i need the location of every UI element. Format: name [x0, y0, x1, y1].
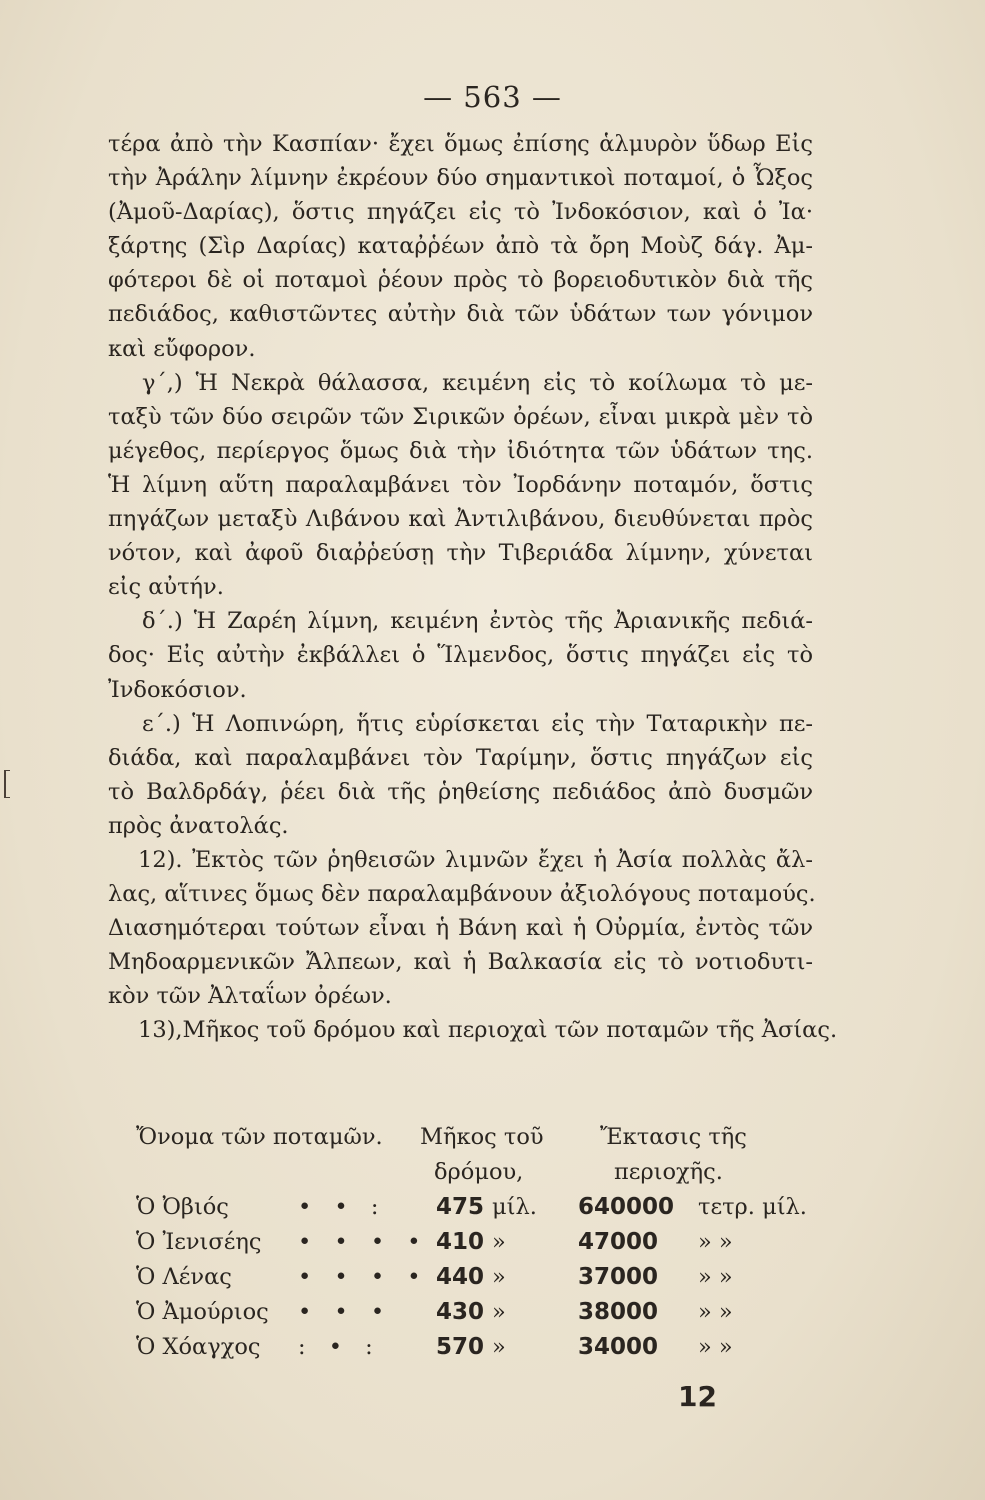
- length-unit: »: [492, 1264, 506, 1290]
- text-line: τέρα ἀπὸ τὴν Κασπίαν· ἔχει ὅμως ἐπίσης ἁλμυρὸν ὕδωρ Εἰς: [108, 131, 813, 157]
- text-line: πεδιάδος, καθιστῶντες αὐτὴν διὰ τῶν ὑδάτων των γόνιμον: [108, 301, 813, 328]
- table-header-row: [108, 1124, 828, 1159]
- leader-dots: • • • •: [298, 1229, 429, 1255]
- river-name: Ὁ Ὀβιός: [136, 1194, 229, 1220]
- length-unit: »: [492, 1334, 506, 1360]
- text-line: τὴν Ἀράλην λίμνην ἐκρέουν δύο σημαντικοὶ ποταμοί, ὁ Ὦξος: [108, 165, 813, 192]
- page-number: — 563 —: [423, 80, 562, 114]
- text-line: μέγεθος, περίεργος ὅμως διὰ τὴν ἰδιότητα τῶν ὑδάτων της.: [108, 437, 813, 464]
- river-length: 410: [436, 1229, 485, 1255]
- river-area: 47000: [578, 1229, 659, 1255]
- table-row: [108, 1334, 828, 1369]
- text-line: Διασημότεραι τούτων εἶναι ἡ Βάνη καὶ ἡ Οὐρμία, ἐντὸς τῶν: [108, 915, 813, 942]
- river-name: Ὁ Ἰενισέης: [136, 1229, 262, 1255]
- table-row: [108, 1264, 828, 1299]
- header-length-cont: δρόμου,: [434, 1159, 524, 1185]
- header-area: Ἔκτασις τῆς: [600, 1124, 747, 1150]
- text-line: εἰς αὐτήν.: [108, 574, 224, 601]
- river-area: 37000: [578, 1264, 659, 1290]
- river-name: Ὁ Λένας: [136, 1264, 232, 1290]
- area-unit: » »: [698, 1264, 733, 1290]
- signature-mark: 12: [678, 1380, 717, 1413]
- header-length: Μῆκος τοῦ: [420, 1124, 544, 1150]
- header-name: Ὄνομα τῶν ποταμῶν.: [136, 1124, 383, 1150]
- table-row: [108, 1194, 828, 1229]
- area-unit: τετρ. μίλ.: [698, 1194, 807, 1220]
- table-row: [108, 1229, 828, 1264]
- text-line: (Ἀμοῦ-Δαρίας), ὅστις πηγάζει εἰς τὸ Ἰνδοκόσιον, καὶ ὁ Ἰα·: [108, 199, 813, 226]
- river-name: Ὁ Ἀμούριος: [136, 1299, 269, 1325]
- text-line: κὸν τῶν Ἀλταΐων ὀρέων.: [108, 983, 392, 1010]
- length-unit: μίλ.: [492, 1194, 537, 1220]
- river-length: 475: [436, 1194, 485, 1220]
- rivers-table: [108, 1124, 828, 1369]
- text-line: ε΄.) Ἡ Λοπινώρη, ἥτις εὑρίσκεται εἰς τὴν Ταταρικὴν πε-: [142, 710, 813, 737]
- leader-dots: • • • •: [298, 1264, 429, 1290]
- text-line: Ἰνδοκόσιον.: [108, 676, 247, 703]
- text-line: τὸ Βαλδρδάγ, ῥέει διὰ τῆς ῥηθείσης πεδιάδος ἀπὸ δυσμῶν: [108, 778, 813, 805]
- river-length: 430: [436, 1299, 485, 1325]
- margin-bracket-mark: [4, 770, 10, 798]
- area-unit: » »: [698, 1299, 733, 1325]
- table-row: [108, 1299, 828, 1334]
- text-line: 12). Ἐκτὸς τῶν ῥηθεισῶν λιμνῶν ἔχει ἡ Ἀσία πολλὰς ἄλ-: [138, 846, 813, 873]
- text-line: 13),Μῆκος τοῦ δρόμου καὶ περιοχαὶ τῶν ποταμῶν τῆς Ἀσίας.: [138, 1017, 838, 1044]
- river-area: 34000: [578, 1334, 659, 1360]
- text-line: πηγάζων μεταξὺ Λιβάνου καὶ Ἀντιλιβάνου, διευθύνεται πρὸς: [108, 506, 813, 533]
- river-length: 440: [436, 1264, 485, 1290]
- length-unit: »: [492, 1229, 506, 1255]
- text-line: διάδα, καὶ παραλαμβάνει τὸν Ταρίμην, ὅστις πηγάζων εἰς: [108, 744, 813, 771]
- text-line: νότον, καὶ ἀφοῦ διαῤῥεύσῃ τὴν Τιβεριάδα λίμνην, χύνεται: [108, 540, 813, 567]
- text-line: Μηδοαρμενικῶν Ἄλπεων, καὶ ἡ Βαλκασία εἰς τὸ νοτιοδυτι-: [108, 949, 813, 976]
- text-line: δ΄.) Ἡ Ζαρέη λίμνη, κειμένη ἐντὸς τῆς Ἀριανικῆς πεδιά-: [142, 608, 813, 635]
- leader-dots: • • •: [298, 1299, 393, 1325]
- river-name: Ὁ Χόαγχος: [136, 1334, 261, 1360]
- text-line: Ἡ λίμνη αὕτη παραλαμβάνει τὸν Ἰορδάνην ποταμόν, ὅστις: [108, 471, 813, 498]
- area-unit: » »: [698, 1334, 733, 1360]
- text-line: φότεροι δὲ οἱ ποταμοὶ ῥέουν πρὸς τὸ βορειοδυτικὸν διὰ τῆς: [108, 267, 813, 294]
- river-area: 640000: [578, 1194, 675, 1220]
- leader-dots: • • :: [298, 1194, 387, 1220]
- table-header-row: [108, 1159, 828, 1194]
- text-line: ξάρτης (Σὶρ Δαρίας) καταῤῥέων ἀπὸ τὰ ὄρη Μοὺζ δάγ. Ἀμ-: [108, 233, 813, 260]
- text-line: λας, αἵτινες ὅμως δὲν παραλαμβάνουν ἀξιολόγους ποταμούς.: [108, 881, 816, 908]
- text-line: καὶ εὔφορον.: [108, 335, 256, 362]
- length-unit: »: [492, 1299, 506, 1325]
- text-line: πρὸς ἀνατολάς.: [108, 812, 289, 839]
- river-length: 570: [436, 1334, 485, 1360]
- body-text: [108, 127, 838, 1048]
- header-area-cont: περιοχῆς.: [614, 1159, 723, 1185]
- leader-dots: : • :: [298, 1334, 381, 1360]
- text-line: ταξὺ τῶν δύο σειρῶν τῶν Σιρικῶν ὀρέων, εἶναι μικρὰ μὲν τὸ: [108, 403, 813, 430]
- text-line: δος· Εἰς αὐτὴν ἐκβάλλει ὁ Ἵλμενδος, ὅστις πηγάζει εἰς τὸ: [108, 642, 813, 669]
- river-area: 38000: [578, 1299, 659, 1325]
- text-line: γ΄,) Ἡ Νεκρὰ θάλασσα, κειμένη εἰς τὸ κοίλωμα τὸ με-: [142, 369, 813, 396]
- area-unit: » »: [698, 1229, 733, 1255]
